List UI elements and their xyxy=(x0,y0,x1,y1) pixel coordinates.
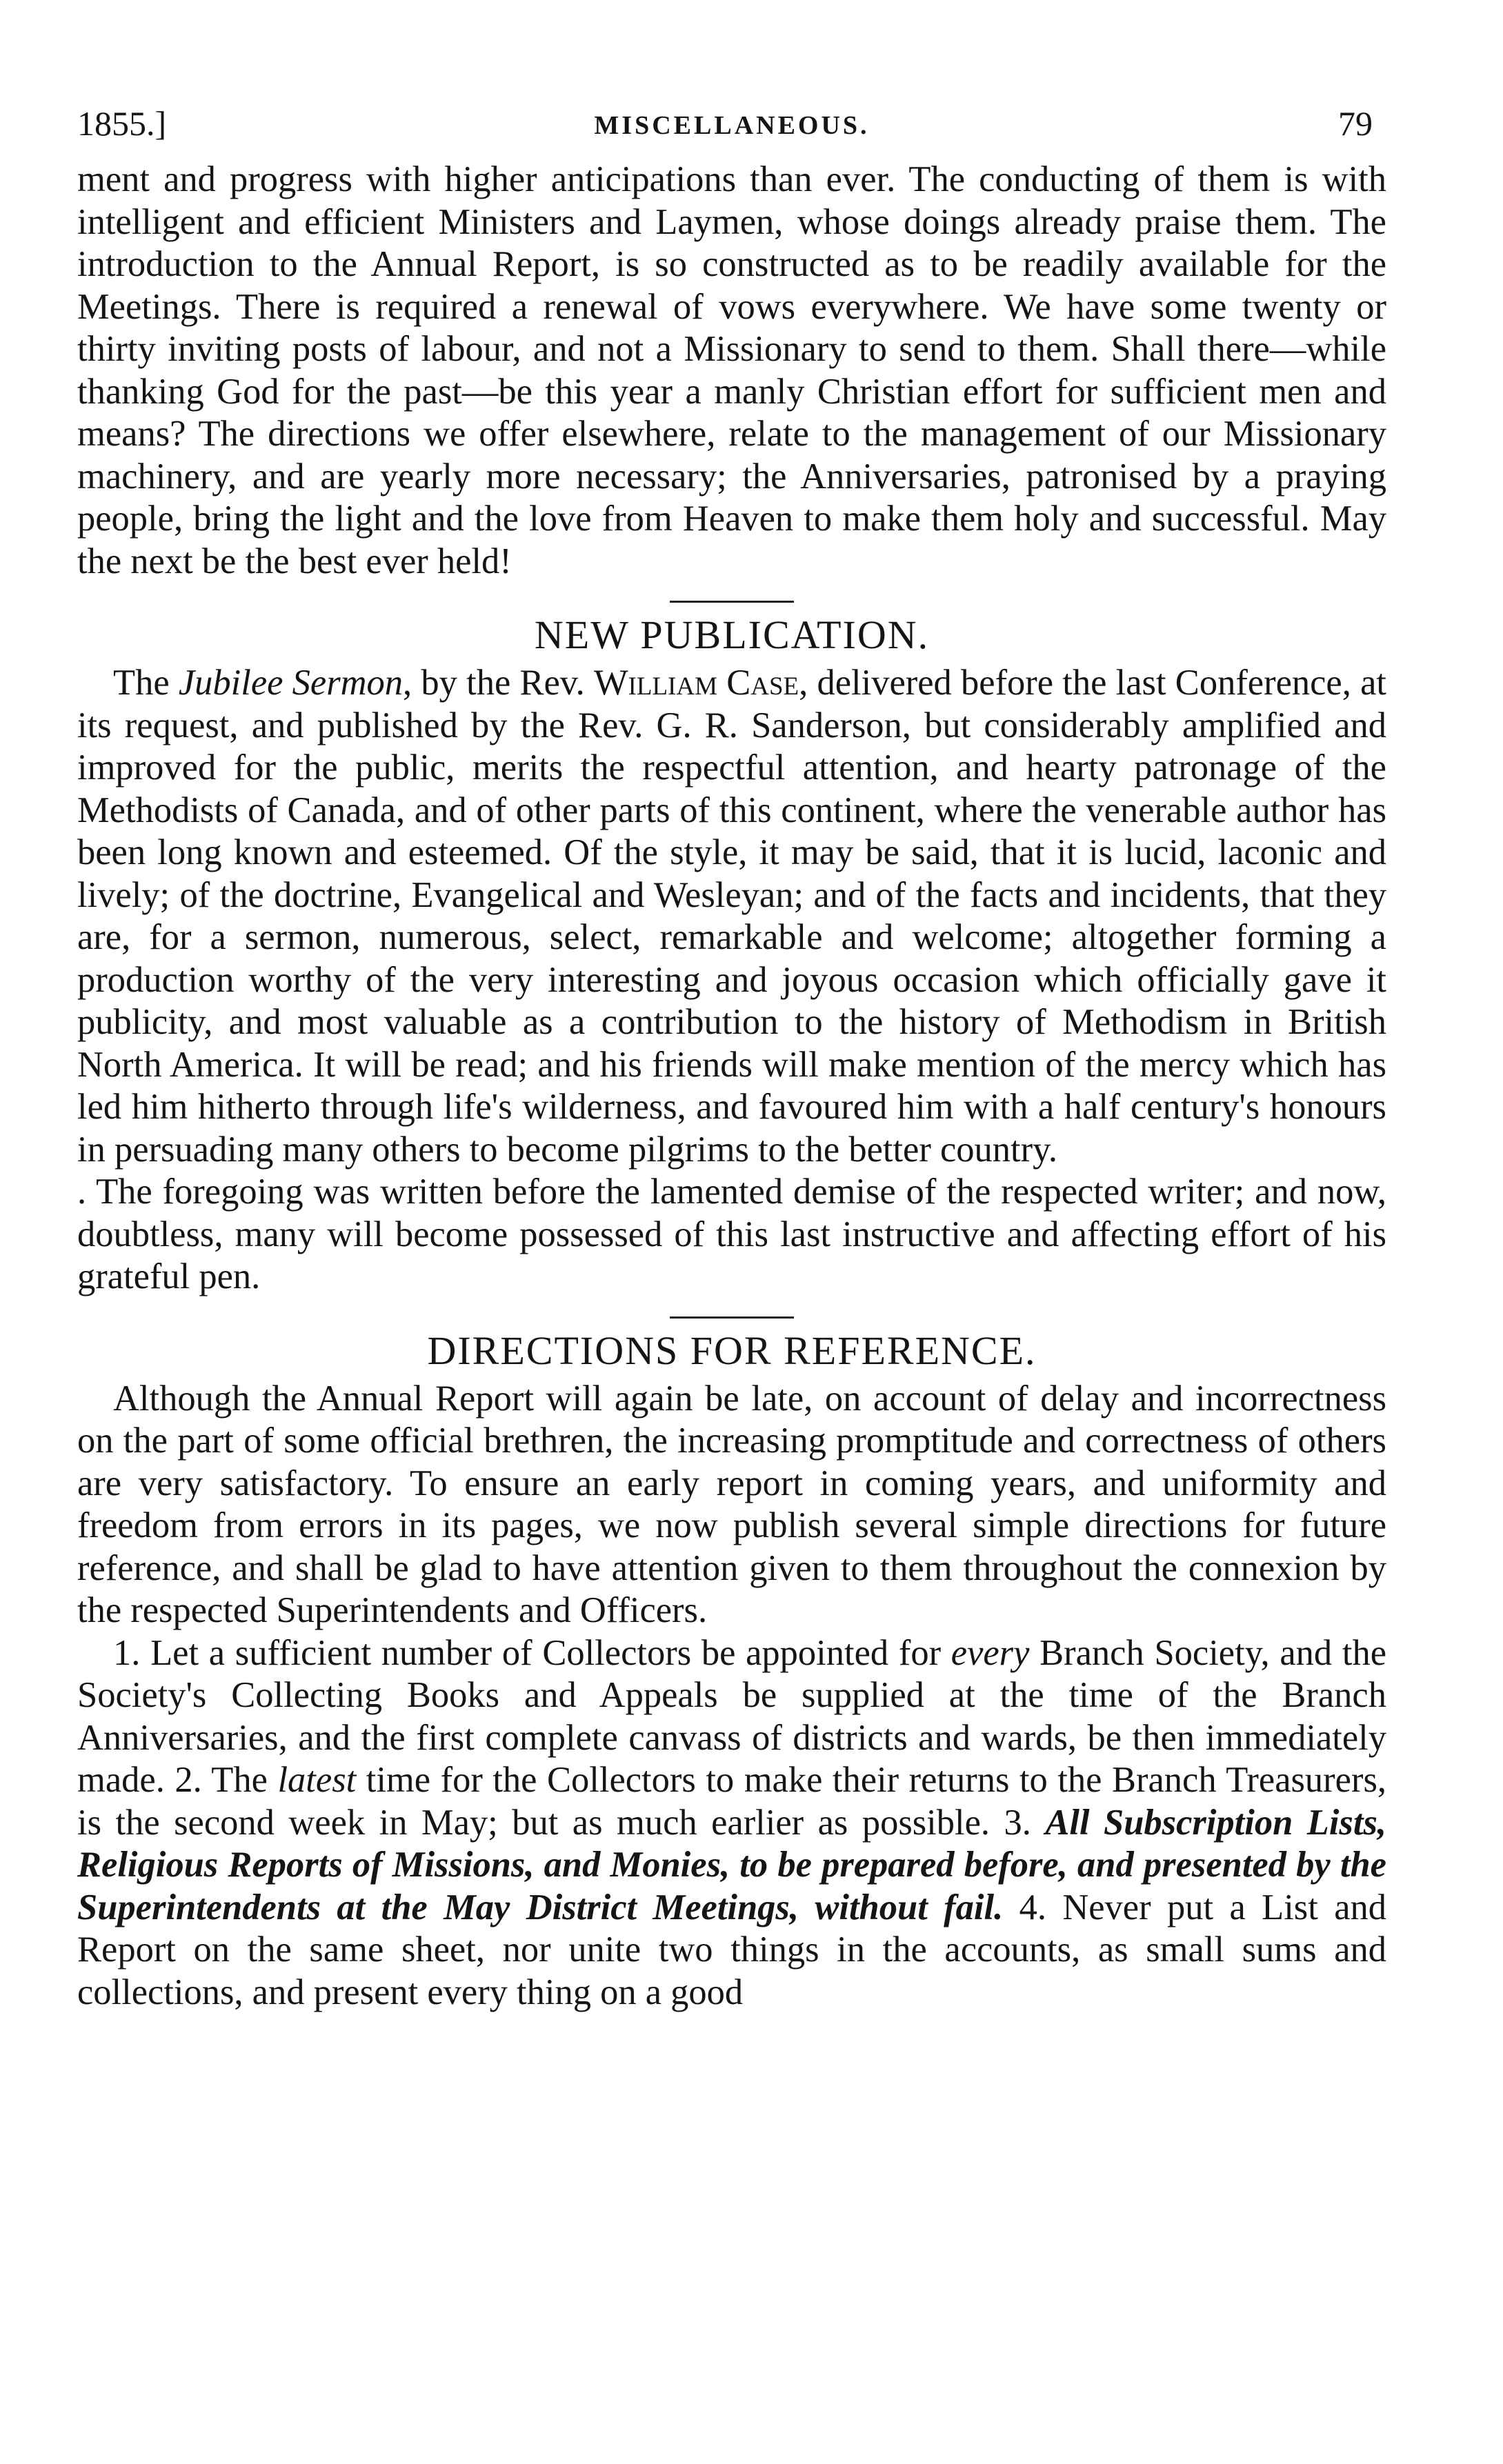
text-run: 1. Let a sufficient number of Collectors be appointed for xyxy=(113,1632,951,1673)
text-run: time for the Collectors to make their returns to the Branch Treasurers, is the second week in May; but as much earlier as possible. 3. xyxy=(77,1760,1387,1843)
emphasis-every: every xyxy=(950,1632,1030,1673)
emphasis-latest: latest xyxy=(277,1760,357,1800)
directions-heading: DIRECTIONS FOR REFERENCE. xyxy=(427,1328,1037,1373)
new-publication-paragraph xyxy=(77,662,1386,1171)
sermon-title: Jubilee Sermon xyxy=(178,663,404,703)
author-name: William Case xyxy=(593,663,799,703)
emphasis-subscription-lists: All Subscription Lists, Religious Reports of Missions, and Monies, to be prepared before, and presented by the Superintendents at the May District Meetings, without fail. xyxy=(77,1802,1386,1927)
header-year: 1855.] xyxy=(77,104,167,143)
text-run: The xyxy=(113,663,179,703)
text-run: , delivered before the last Conference, at its request, and published by the Rev. G. R. Sanderson, but considerably amplified and improved for the public, merits the respectful attention, and hearty patronage of the Methodists of Canada, and of other parts of this continent, where the venerable author has been long known and esteemed. Of the style, it may be said, that it is lucid, laconic and lively; of the doctrine, Evangelical and Wesleyan; and of the facts and incidents, that they are, for a sermon, numerous, select, remarkable and welcome; altogether forming a production worthy of the very interesting and joyous occasion which officially gave it publicity, and most valuable as a contribution to the history of Methodism in British North America. It will be read; and his friends will make mention of the mercy which has led him hitherto through life's wilderness, and favoured him with a half century's honours in persuading many others to become pilgrims to the better country. xyxy=(77,663,1386,1170)
running-head xyxy=(77,103,1386,159)
directions-list-paragraph xyxy=(77,1632,1386,2014)
new-publication-heading: NEW PUBLICATION. xyxy=(534,612,930,657)
text-run: Branch Society, and the Society's Collecting Books and Appeals be supplied at the time of the Branch Anniversaries, and the first complete canvass of districts and wards, be then immediately made. 2. The xyxy=(77,1632,1387,1800)
section-divider xyxy=(670,1316,794,1319)
text-run: 4. Never put a List and Report on the same sheet, nor unite two things in the accounts, as small sums and collections, and present every thing on a good xyxy=(77,1887,1386,2012)
directions-intro-paragraph: Although the Annual Report will again be late, on account of delay and incorrectness on the part of some official brethren, the increasing promptitude and correctness of others are very satisfactory. To ensure an early report in coming years, and uniformity and freedom from errors in its pages, we now publish several simple directions for future reference, and shall be glad to have attention given to them throughout the connexion by the respected Superintendents and Officers. xyxy=(77,1378,1386,1630)
new-publication-postscript: . The foregoing was written before the lamented demise of the respected writer; and now, doubtless, many will become possessed of this last instructive and affecting effort of his grateful pen. xyxy=(77,1172,1386,1296)
text-run: , by the Rev. xyxy=(403,663,594,703)
page-number: 79 xyxy=(1338,104,1373,143)
header-section-title: MISCELLANEOUS. xyxy=(594,111,870,140)
section-divider xyxy=(670,601,794,603)
intro-paragraph: ment and progress with higher anticipations than ever. The conducting of them is with intelligent and efficient Ministers and Laymen, whose doings already praise them. The introduction to the Annual Report, is so constructed as to be readily available for the Meetings. There is required a renewal of vows everywhere. We have some twenty or thirty inviting posts of labour, and not a Missionary to send to them. Shall there—while thanking God for the past—be this year a manly Christian effort for sufficient men and means? The directions we offer elsewhere, relate to the management of our Missionary machinery, and are yearly more necessary; the Anniversaries, patronised by a praying people, bring the light and the love from Heaven to make them holy and successful. May the next be the best ever held! xyxy=(77,159,1386,581)
page xyxy=(77,103,1386,2014)
